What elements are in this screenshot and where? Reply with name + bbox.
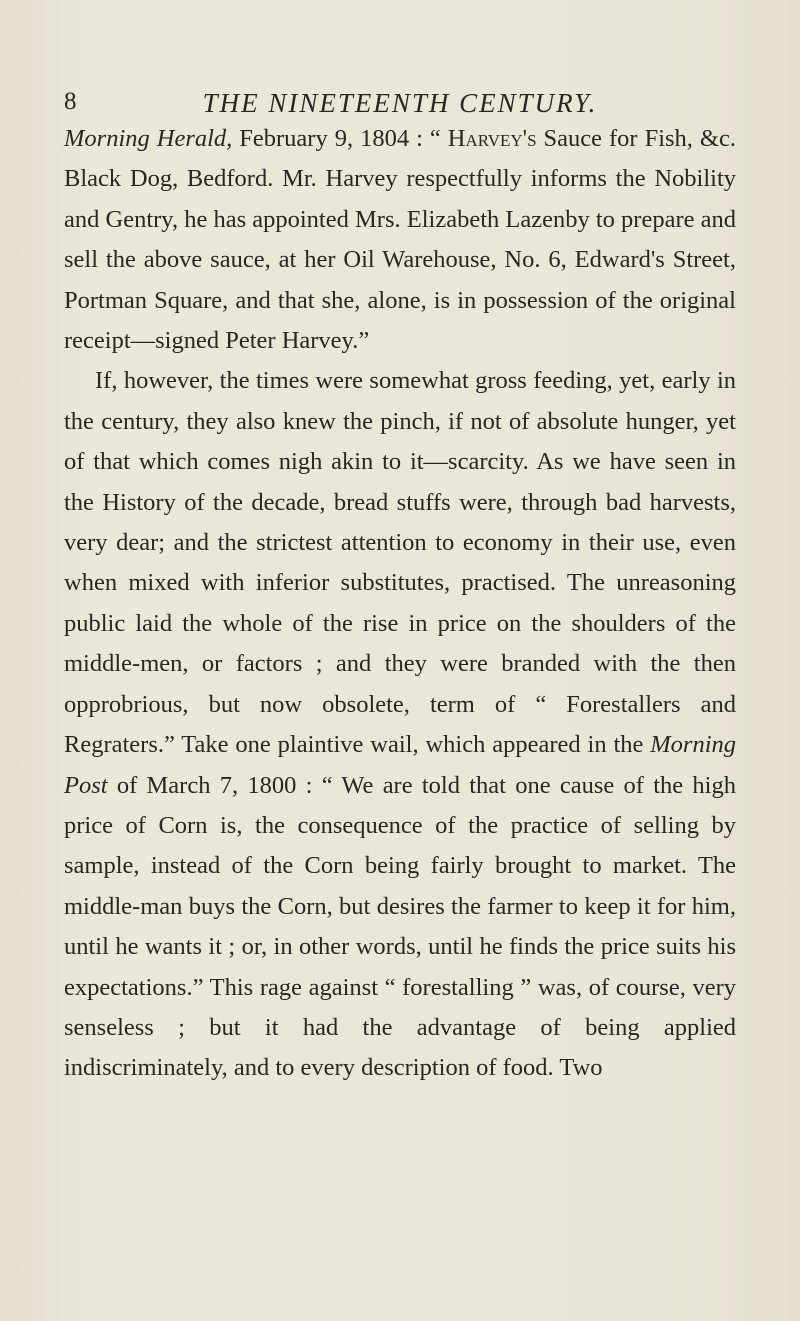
text-run: February 9, 1804 : “ — [232, 125, 448, 152]
paragraph — [64, 119, 736, 361]
paragraph — [64, 361, 736, 1088]
page-number: 8 — [64, 88, 78, 115]
newspaper-title-morning-herald: Morning Herald, — [64, 125, 233, 152]
running-title: THE NINETEENTH CENTURY. — [202, 88, 598, 118]
running-head — [64, 88, 736, 118]
text-run: of March 7, 1800 : “ We are told that one cause of the high price of Corn is, the consequence of the practice of selling by sample, instead of the Corn being fairly brought to market. The middle-man buys the Corn, but desires the farmer to keep it for him, until he wants it ; or, in other words, until he finds the price suits his expectations.” This rage against “ forestalling ” was, of course, very senseless ; but it had the advantage of being applied indiscriminately, and to every description of food. Two — [64, 771, 736, 1082]
text-run: Sauce for Fish, &c. Black Dog, Bedford. Mr. Harvey respectfully informs the Nobility and Gentry, he has appointed Mrs. Elizabeth Lazenby to prepare and sell the above sauce, at her Oil Warehouse, No. 6, Edward's Street, Portman Square, and that she, alone, is in possession of the original receipt—signed Peter Harvey.” — [64, 125, 736, 355]
advert-name-harveys: Harvey's — [447, 125, 537, 152]
body-text — [64, 119, 736, 1089]
text-run: If, however, the times were somewhat gross feeding, yet, early in the century, they also knew the pinch, if not of absolute hunger, yet of that which comes nigh akin to it—scarcity. As we have seen in the History of the decade, bread stuffs were, through bad harvests, very dear; and the strictest attention to economy in their use, even when mixed with inferior substitutes, practised. The unreasoning public laid the whole of the rise in price on the shoulders of the middle-men, or factors ; and they were branded with the then opprobrious, but now obsolete, term of “ Forestallers and Regraters.” Take one plaintive wail, which appeared in the — [64, 367, 736, 759]
newspaper-title-morning-post: Morning Post — [64, 731, 736, 799]
